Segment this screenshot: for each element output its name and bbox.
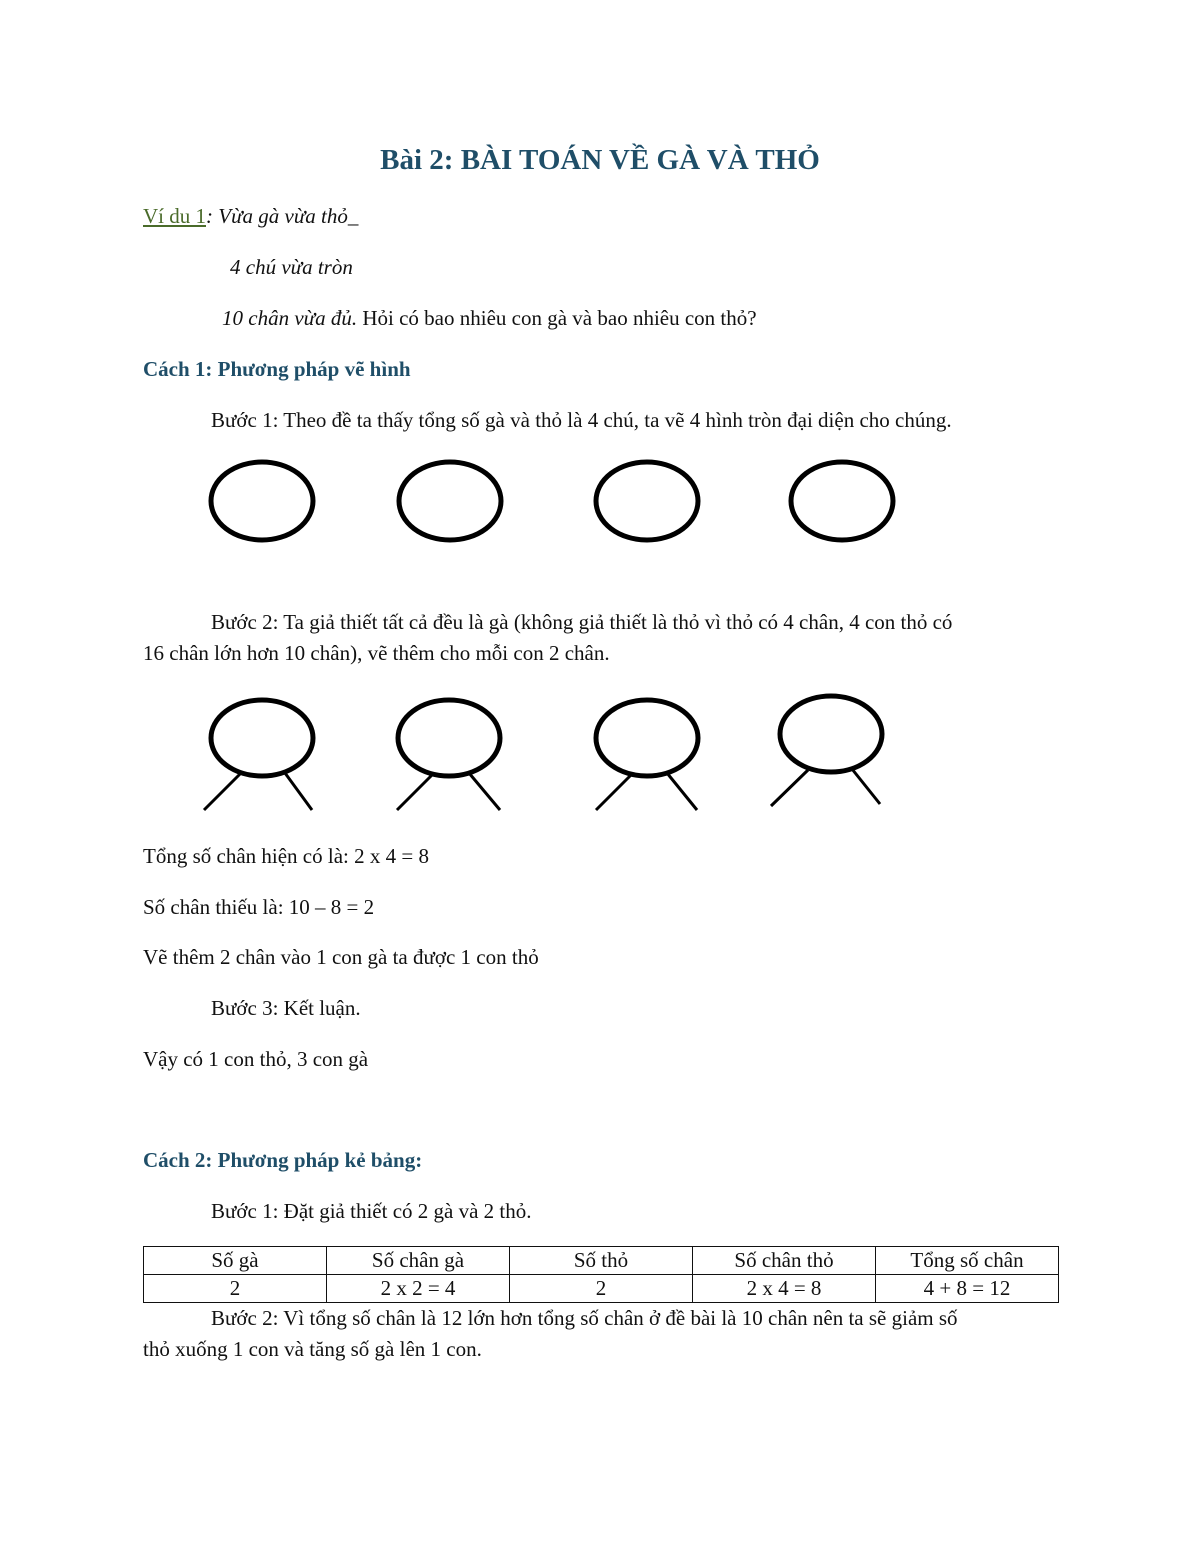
table-row (144, 1275, 1059, 1303)
example-verse-3: 10 chân vừa đủ. (222, 306, 358, 330)
example-label-link[interactable]: Ví du 1 (143, 204, 206, 228)
table-header-cell: Số thỏ (510, 1247, 693, 1275)
example-question: Hỏi có bao nhiêu con gà và bao nhiêu con thỏ? (357, 306, 757, 330)
table-cell: 2 x 2 = 4 (327, 1275, 510, 1303)
method1-step3: Bước 3: Kết luận. (211, 996, 361, 1020)
table-cell: 2 (144, 1275, 327, 1303)
chicken-shape-2 (397, 700, 500, 810)
table-header-cell: Số gà (144, 1247, 327, 1275)
example-verse-2: 4 chú vừa tròn (230, 255, 353, 279)
method2-step1: Bước 1: Đặt giả thiết có 2 gà và 2 thỏ. (211, 1199, 532, 1223)
method2-heading: Cách 2: Phương pháp kẻ bảng: (143, 1148, 423, 1172)
example-line-1 (143, 206, 358, 227)
table-header-cell: Tổng số chân (876, 1247, 1059, 1275)
table-header-row (144, 1247, 1059, 1275)
method1-heading: Cách 1: Phương pháp vẽ hình (143, 357, 411, 381)
circle-shape-4 (791, 462, 893, 540)
table-cell: 4 + 8 = 12 (876, 1275, 1059, 1303)
circle-shape-2 (399, 462, 501, 540)
assumption-table (143, 1246, 1059, 1303)
chicken-shape-1 (204, 700, 313, 810)
circles-figure (0, 455, 1200, 555)
conclusion-text: Vậy có 1 con thỏ, 3 con gà (143, 1047, 369, 1071)
circle-shape-3 (596, 462, 698, 540)
page-title: Bài 2: BÀI TOÁN VỀ GÀ VÀ THỎ (380, 144, 820, 176)
example-line-3 (222, 308, 757, 329)
table-header-cell: Số chân thỏ (693, 1247, 876, 1275)
method2-step2-line1: Bước 2: Vì tổng số chân là 12 lớn hơn tổng số chân ở đề bài là 10 chân nên ta sẽ giảm số (211, 1306, 958, 1330)
example-verse-1: : Vừa gà vừa thỏ_ (206, 204, 359, 228)
table-cell: 2 (510, 1275, 693, 1303)
chicken-shape-4 (771, 696, 882, 806)
chicken-shape-3 (596, 700, 698, 810)
table-header-cell: Số chân gà (327, 1247, 510, 1275)
method2-step2-line2: thỏ xuống 1 con và tăng số gà lên 1 con. (143, 1337, 482, 1361)
add-legs-text: Vẽ thêm 2 chân vào 1 con gà ta được 1 con thỏ (143, 945, 539, 969)
method1-step2-line2: 16 chân lớn hơn 10 chân), vẽ thêm cho mỗi con 2 chân. (143, 641, 610, 665)
chickens-figure (0, 690, 1200, 820)
method1-step1: Bước 1: Theo đề ta thấy tổng số gà và thỏ là 4 chú, ta vẽ 4 hình tròn đại diện cho chúng. (211, 408, 952, 432)
example-line-2 (230, 257, 353, 278)
table-cell: 2 x 4 = 8 (693, 1275, 876, 1303)
total-legs-text: Tổng số chân hiện có là: 2 x 4 = 8 (143, 844, 429, 868)
method1-step2-line1: Bước 2: Ta giả thiết tất cả đều là gà (không giả thiết là thỏ vì thỏ có 4 chân, 4 con thỏ có (211, 610, 953, 634)
circle-shape-1 (211, 462, 313, 540)
missing-legs-text: Số chân thiếu là: 10 – 8 = 2 (143, 895, 375, 919)
